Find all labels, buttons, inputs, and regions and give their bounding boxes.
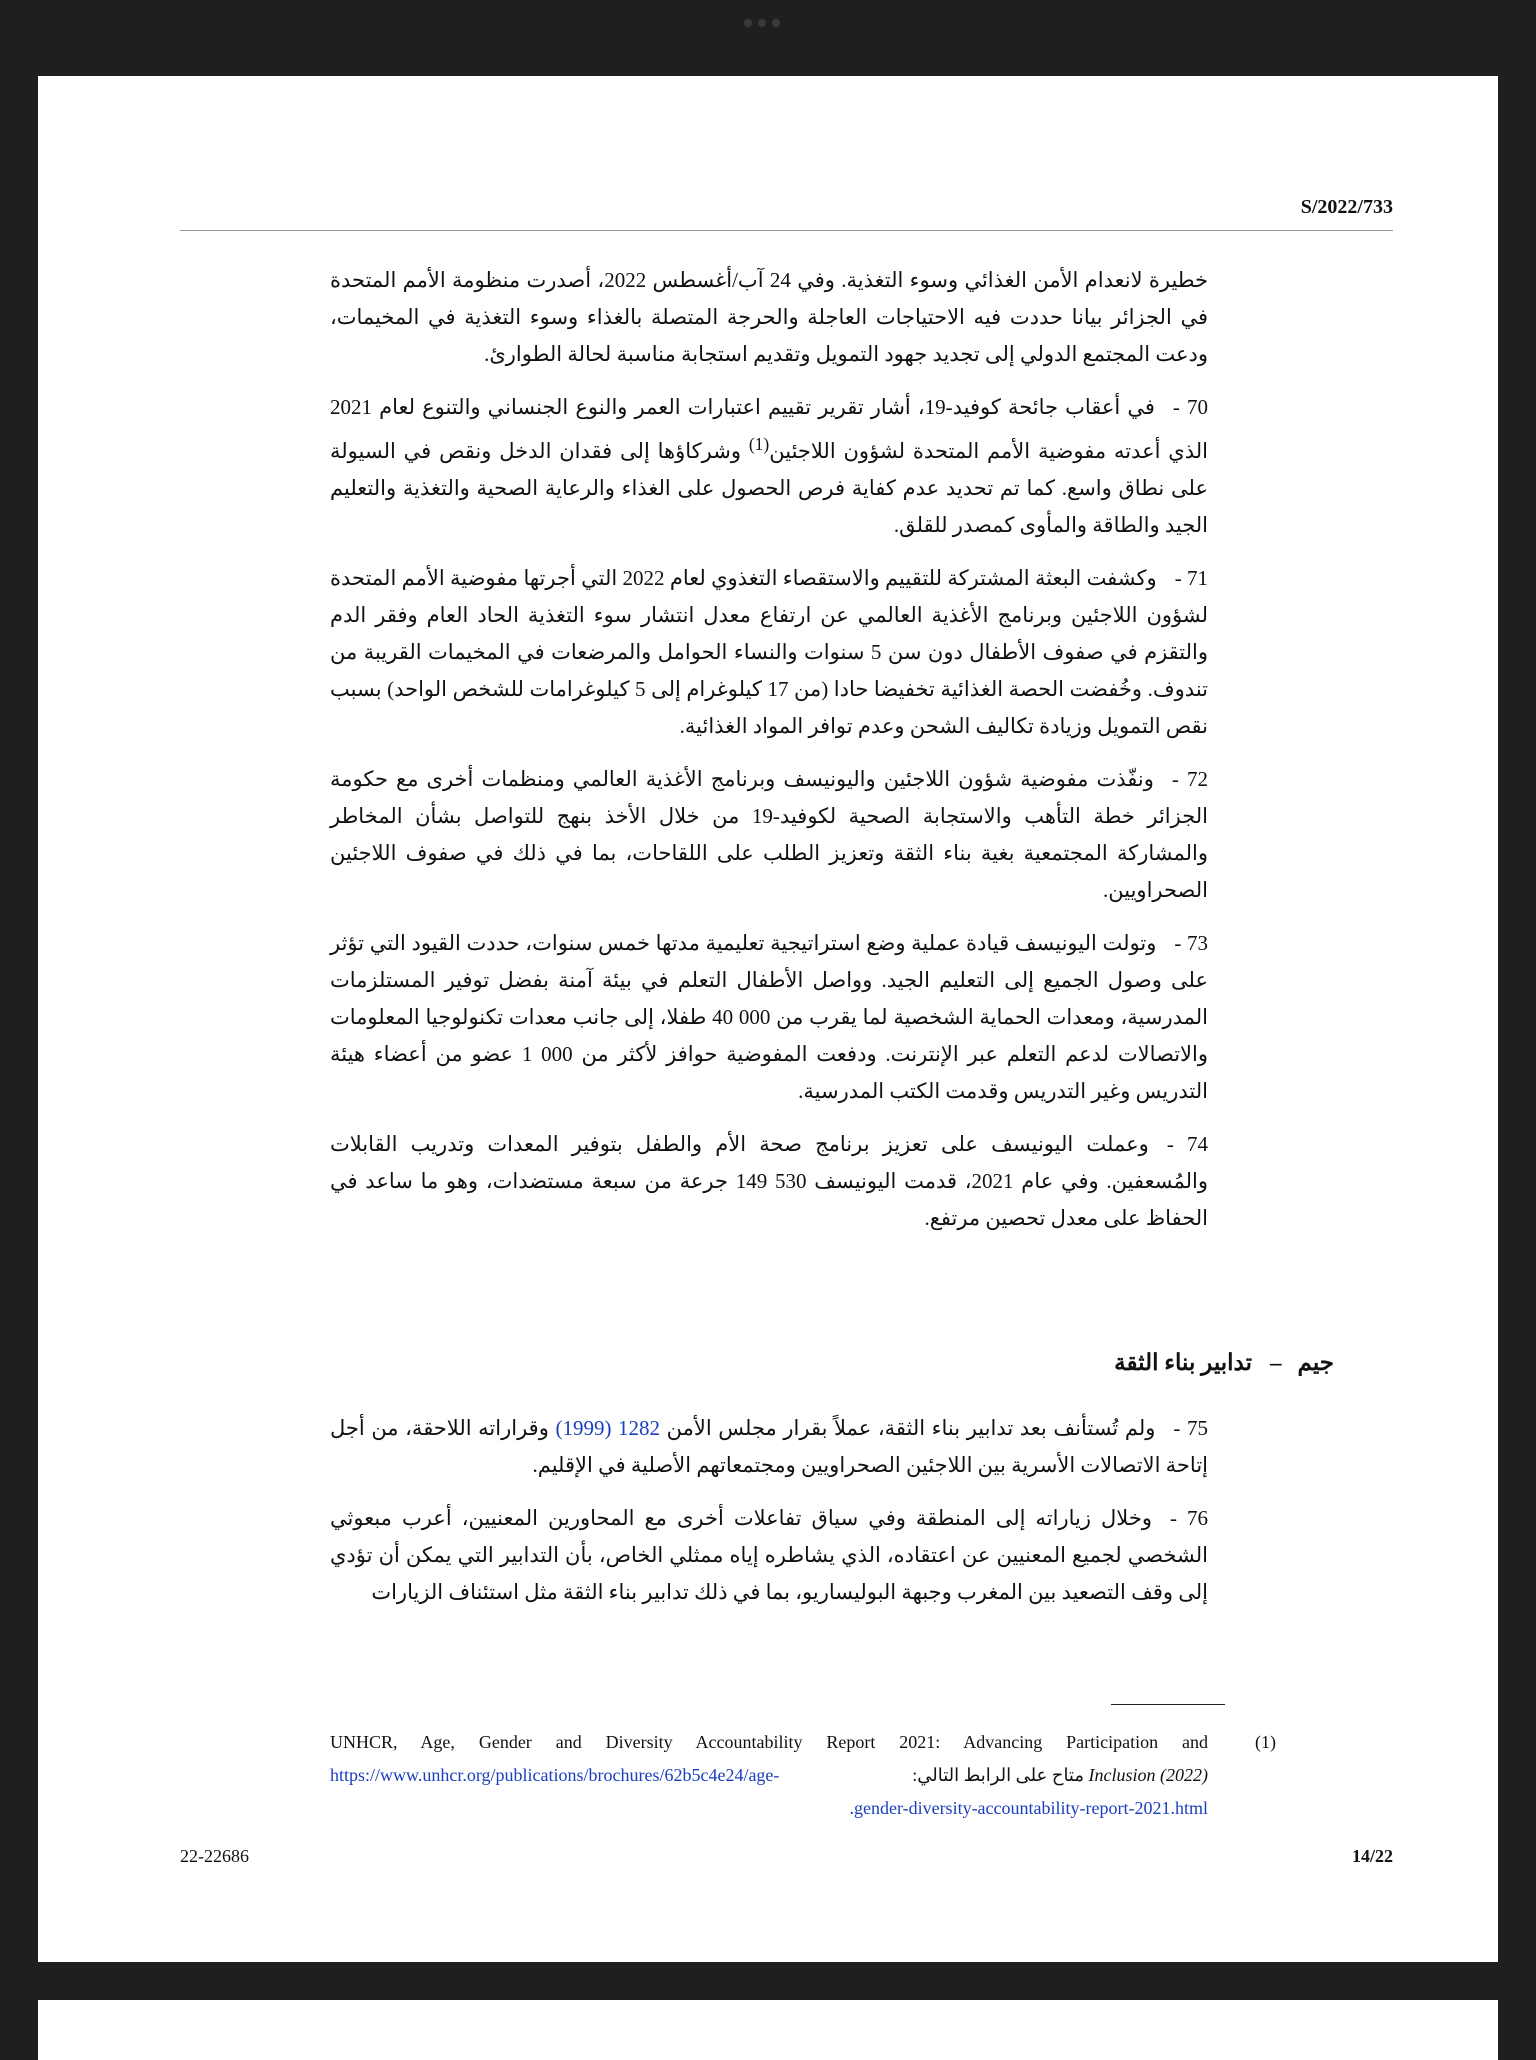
paragraph-number: 71 -: [1174, 566, 1209, 590]
paragraph-number: 75 -: [1173, 1416, 1208, 1440]
section-title: تدابير بناء الثقة: [1114, 1350, 1253, 1375]
body-text-section-1: [330, 262, 1208, 1253]
section-heading: [938, 1350, 1334, 1376]
paragraph-text: ونفّذت مفوضية شؤون اللاجئين واليونيسف وبرنامج الأغذية العالمي ومنظمات أخرى مع حكومة الجزائر خطة التأهب والاستجابة الصحية لكوفيد-19 من خلال الأخذ بنهج للتواصل بشأن المخاطر والمشاركة المجتمعية بغية بناء الثقة وتعزيز الطلب على اللقاحات، بما في ذلك في صفوف اللاجئين الصحراويين.: [330, 767, 1208, 902]
paragraph-number: 72 -: [1171, 767, 1208, 791]
footnote-line-3: [330, 1792, 1208, 1825]
footnote-url[interactable]: https://www.unhcr.org/publications/brochures/62b5c4e24/age-: [330, 1765, 780, 1785]
header-rule: [180, 230, 1393, 231]
paragraph-number: 73 -: [1174, 931, 1208, 955]
footnote-reference[interactable]: (1): [748, 434, 770, 454]
paragraph-text: وتولت اليونيسف قيادة عملية وضع استراتيجية تعليمية مدتها خمس سنوات، حددت القيود التي تؤثر على وصول الجميع إلى التعليم الجيد. وواصل الأطفال التعلم في بيئة آمنة بفضل توفير المستلزمات المدرسية، ومعدات الحماية الشخصية لما يقرب من 000 40 طفلا، إلى جانب معدات تكنولوجيا المعلومات والاتصالات لدعم التعلم عبر الإنترنت. ودفعت المفوضية حوافز لأكثر من 000 1 عضو من أعضاء هيئة التدريس وغير التدريس وقدمت الكتب المدرسية.: [330, 931, 1209, 1103]
paragraph-76: [330, 1500, 1208, 1611]
footnote: [330, 1726, 1276, 1825]
paragraph-75: [330, 1410, 1208, 1484]
footnote-arabic-text: متاح على الرابط التالي:: [912, 1765, 1085, 1785]
next-document-page: [38, 2000, 1498, 2060]
footnote-mark: (1): [1255, 1732, 1276, 1752]
footnote-line-1: [330, 1726, 1276, 1759]
paragraph-text: وخلال زياراته إلى المنطقة وفي سياق تفاعلات أخرى مع المحاورين المعنيين، أعرب مبعوثي الشخصي لجميع المعنيين عن اعتقاده، الذي يشاطره إياه ممثلي الخاص، بأن التدابير التي يمكن أن تؤدي إلى وقف التصعيد بين المغرب وجبهة البوليساريو، بما في ذلك تدابير بناء الثقة مثل استئناف الزيارات: [330, 1506, 1208, 1604]
document-symbol: S/2022/733: [1300, 196, 1393, 218]
footnote-line-2: [330, 1759, 1208, 1792]
paragraph-number: 74 -: [1166, 1132, 1209, 1156]
document-number: 22-22686: [180, 1846, 249, 1866]
paragraph-71: [330, 560, 1208, 745]
paragraph-number: 76 -: [1169, 1506, 1208, 1530]
paragraph-73: [330, 925, 1208, 1110]
page-scroll-indicator: [744, 19, 780, 27]
footnote-url-continued[interactable]: .gender-diversity-accountability-report-2021.html: [849, 1798, 1208, 1818]
paragraph-number: 70 -: [1172, 395, 1208, 419]
paragraph-text: وكشفت البعثة المشتركة للتقييم والاستقصاء التغذوي لعام 2022 التي أجرتها مفوضية الأمم المتحدة لشؤون اللاجئين وبرنامج الأغذية العالمي عن ارتفاع معدل انتشار سوء التغذية الحاد العام وفقر الدم والتقزم في صفوف الأطفال دون سن 5 سنوات والنساء الحوامل والمرضعات في المخيمات القريبة من تندوف. وخُفضت الحصة الغذائية تخفيضا حادا (من 17 كيلوغرام إلى 5 كيلوغرامات للشخص الواحد) بسبب نقص التمويل وزيادة تكاليف الشحن وعدم توافر المواد الغذائية.: [330, 566, 1208, 738]
section-letter: جيم: [1297, 1350, 1334, 1375]
footnote-rule: [1111, 1704, 1225, 1705]
footnote-available-at: [912, 1759, 1208, 1792]
paragraph-72: [330, 761, 1208, 909]
paragraph-text: ولم تُستأنف بعد تدابير بناء الثقة، عملاً بقرار مجلس الأمن: [660, 1416, 1156, 1440]
paragraph-text: وشركاؤها إلى فقدان الدخل ونقص في السيولة على نطاق واسع. كما تم تحديد عدم كفاية فرص الحصول على الغذاء والرعاية الصحية والتغذية والتعليم الجيد والطاقة والمأوى كمصدر للقلق.: [330, 439, 1208, 537]
resolution-link[interactable]: 1282 (1999): [555, 1416, 661, 1440]
section-dash: –: [1270, 1350, 1282, 1375]
page-number: 14/22: [1351, 1846, 1393, 1866]
paragraph-text: وقراراته اللاحقة، من أجل إتاحة الاتصالات الأسرية بين اللاجئين الصحراويين ومجتمعاتهم الأصلية في الإقليم.: [330, 1416, 1208, 1477]
document-page: [38, 76, 1498, 1962]
paragraph-text: في أعقاب جائحة كوفيد-19، أشار تقرير تقييم اعتبارات العمر والنوع الجنساني والتنوع لعام 2021 الذي أعدته مفوضية الأمم المتحدة لشؤون اللاجئين: [330, 395, 1208, 463]
paragraph-text: خطيرة لانعدام الأمن الغذائي وسوء التغذية. وفي 24 آب/أغسطس 2022، أصدرت منظومة الأمم المتحدة في الجزائر بيانا حددت فيه الاحتياجات العاجلة والحرجة المتصلة بالغذاء وسوء التغذية في المخيمات، ودعت المجتمع الدولي إلى تجديد جهود التمويل وتقديم استجابة مناسبة لحالة الطوارئ.: [330, 268, 1209, 366]
paragraph-text: وعملت اليونيسف على تعزيز برنامج صحة الأم والطفل بتوفير المعدات وتدريب القابلات والمُسعفين. وفي عام 2021، قدمت اليونيسف 530 149 جرعة من سبعة مستضدات، وهو ما ساعد في الحفاظ على معدل تحصين مرتفع.: [330, 1132, 1209, 1230]
body-text-section-2: [330, 1410, 1208, 1627]
paragraph-74: [330, 1126, 1208, 1237]
footnote-citation: UNHCR, Age, Gender and Diversity Accountability Report 2021: Advancing Participation and: [330, 1732, 1208, 1752]
paragraph-continued: [330, 262, 1208, 373]
footnote-inclusion: Inclusion (2022): [1088, 1765, 1208, 1785]
paragraph-70: [330, 389, 1208, 544]
